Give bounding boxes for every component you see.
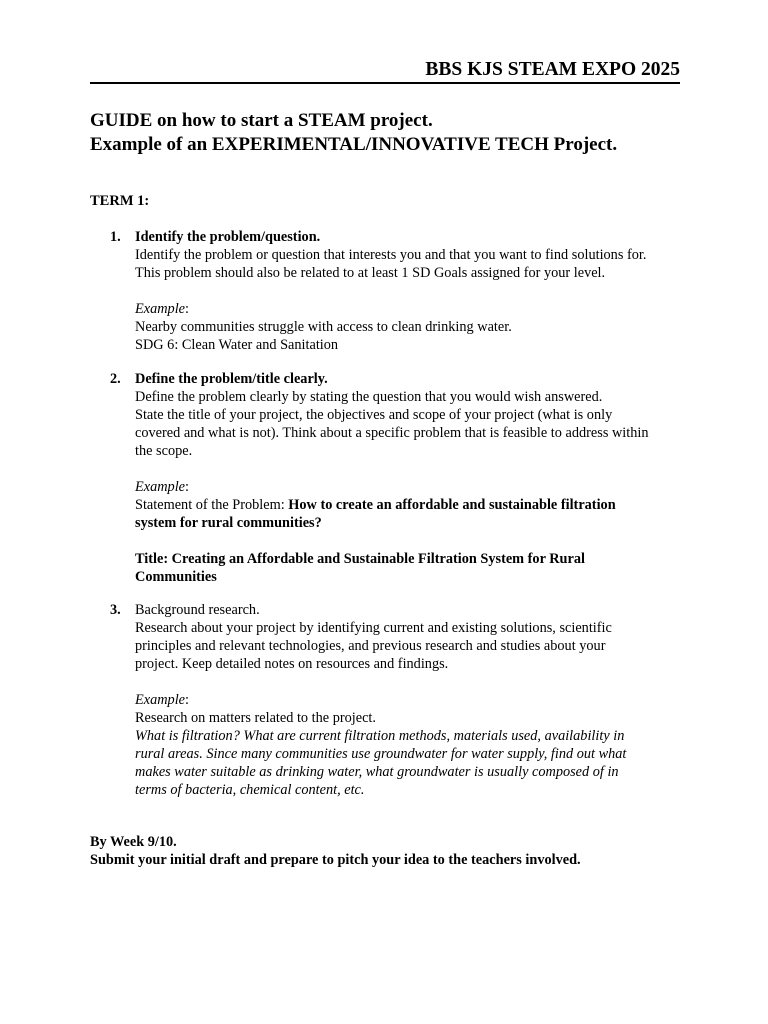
step-3-example-heading: [135, 691, 690, 709]
step-1-number: 1.: [110, 229, 121, 245]
step-2-project-title-line-1: Title: Creating an Affordable and Sustainable Filtration System for Rural: [135, 551, 585, 567]
step-1-desc-line-2: This problem should also be related to at least 1 SD Goals assigned for your level.: [135, 265, 606, 281]
step-1-desc-line-1: Identify the problem or question that interests you and that you want to find solutions for.: [135, 247, 647, 263]
document-header: BBS KJS STEAM EXPO 2025: [425, 59, 680, 80]
step-3-title: Background research.: [135, 602, 260, 618]
step-2-desc-line-1: Define the problem clearly by stating the question that you would wish answered.: [135, 389, 603, 405]
step-2-statement-line-1: [135, 496, 690, 514]
deadline-line-2: Submit your initial draft and prepare to pitch your idea to the teachers involved.: [90, 852, 581, 868]
step-3-italic-line-3: makes water suitable as drinking water, what groundwater is usually composed of in: [135, 764, 619, 780]
step-2-desc-line-2: State the title of your project, the objectives and scope of your project (what is only: [135, 407, 613, 423]
step-2-statement-line-2: system for rural communities?: [135, 515, 322, 531]
step-3-example-colon: :: [185, 692, 190, 708]
step-2-number: 2.: [110, 371, 121, 387]
guide-title-line-2: Example of an EXPERIMENTAL/INNOVATIVE TECH Project.: [90, 134, 618, 155]
step-1-example-label: Example: [135, 301, 186, 317]
step-3-desc-line-2: principles and relevant technologies, and previous research and studies about your: [135, 638, 606, 654]
guide-title: [90, 109, 710, 157]
step-3-italic-line-4: terms of bacteria, chemical content, etc.: [135, 782, 365, 798]
step-3-desc-line-3: project. Keep detailed notes on resources and findings.: [135, 656, 449, 672]
step-3-example-line-1: Research on matters related to the project.: [135, 710, 376, 726]
step-2-example-label: Example: [135, 479, 186, 495]
step-2-example-colon: :: [185, 479, 190, 495]
term-label: TERM 1:: [90, 193, 150, 209]
step-2-body: [135, 370, 690, 586]
step-3-italic-line-2: rural areas. Since many communities use groundwater for water supply, find out what: [135, 746, 627, 762]
step-2-statement-prefix: Statement of the Problem:: [135, 497, 289, 513]
step-3-italic-line-1: What is filtration? What are current filtration methods, materials used, availability in: [135, 728, 625, 744]
step-1-example-colon: :: [185, 301, 190, 317]
step-1-title: Identify the problem/question.: [135, 229, 321, 245]
header-divider: [90, 82, 680, 84]
step-2-desc-line-3: covered and what is not). Think about a specific problem that is feasible to address within: [135, 425, 649, 441]
step-2-project-title-line-2: Communities: [135, 569, 217, 585]
step-1-example-line-2: SDG 6: Clean Water and Sanitation: [135, 337, 339, 353]
step-3-body: [135, 601, 690, 799]
deadline-note: [90, 833, 710, 869]
guide-title-line-1: GUIDE on how to start a STEAM project.: [90, 110, 433, 131]
step-2-statement-bold-1: How to create an affordable and sustainable filtration: [288, 497, 616, 513]
step-2-desc-line-4: the scope.: [135, 443, 193, 459]
step-1-example-heading: [135, 300, 690, 318]
deadline-line-1: By Week 9/10.: [90, 834, 177, 850]
step-2-example-heading: [135, 478, 690, 496]
step-3-number: 3.: [110, 602, 121, 618]
step-3-example-label: Example: [135, 692, 186, 708]
step-1-example-line-1: Nearby communities struggle with access to clean drinking water.: [135, 319, 512, 335]
step-1-body: [135, 228, 690, 354]
step-2-title: Define the problem/title clearly.: [135, 371, 328, 387]
step-3-desc-line-1: Research about your project by identifying current and existing solutions, scientific: [135, 620, 612, 636]
